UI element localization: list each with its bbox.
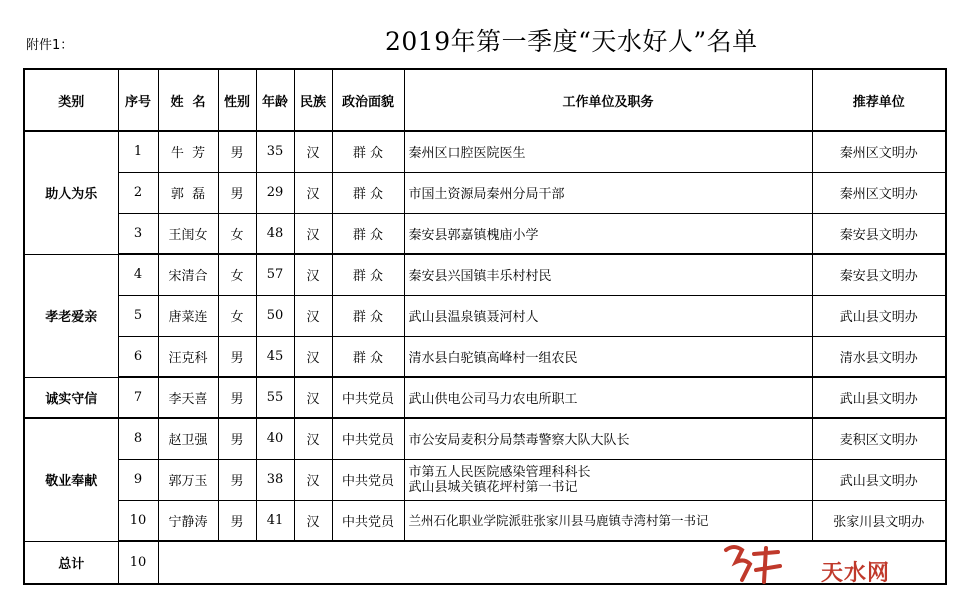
age-cell: 48 xyxy=(256,213,294,254)
politics-cell: 群 众 xyxy=(332,213,404,254)
category-cell: 诚实守信 xyxy=(24,377,118,418)
name-cell: 唐菜连 xyxy=(158,295,218,336)
politics-cell: 群 众 xyxy=(332,254,404,295)
ethnicity-cell: 汉 xyxy=(294,459,332,500)
name-cell: 赵卫强 xyxy=(158,418,218,459)
politics-cell: 群 众 xyxy=(332,131,404,172)
site-watermark xyxy=(720,540,890,588)
ethnicity-cell: 汉 xyxy=(294,377,332,418)
ethnicity-cell: 汉 xyxy=(294,254,332,295)
watermark-text: 天水网 xyxy=(820,561,890,586)
name-cell: 牛 芳 xyxy=(158,131,218,172)
politics-cell: 中共党员 xyxy=(332,500,404,541)
age-cell: 40 xyxy=(256,418,294,459)
work-cell: 秦州区口腔医院医生 xyxy=(404,131,812,172)
age-cell: 29 xyxy=(256,172,294,213)
header-gender: 性别 xyxy=(218,69,256,131)
gender-cell: 男 xyxy=(218,459,256,500)
table-row xyxy=(24,254,946,295)
gender-cell: 男 xyxy=(218,336,256,377)
recommender-cell: 武山县文明办 xyxy=(812,377,946,418)
number-cell: 2 xyxy=(118,172,158,213)
age-cell: 45 xyxy=(256,336,294,377)
name-cell: 汪克科 xyxy=(158,336,218,377)
gender-cell: 女 xyxy=(218,213,256,254)
header-age: 年龄 xyxy=(256,69,294,131)
age-cell: 38 xyxy=(256,459,294,500)
recommender-cell: 秦州区文明办 xyxy=(812,131,946,172)
number-cell: 10 xyxy=(118,500,158,541)
name-cell: 宁静涛 xyxy=(158,500,218,541)
work-cell: 兰州石化职业学院派驻张家川县马鹿镇寺湾村第一书记 xyxy=(404,500,812,541)
recommender-cell: 武山县文明办 xyxy=(812,459,946,500)
table-row xyxy=(24,295,946,336)
work-cell: 秦安县兴国镇丰乐村村民 xyxy=(404,254,812,295)
recommender-cell: 秦安县文明办 xyxy=(812,213,946,254)
recommender-cell: 秦州区文明办 xyxy=(812,172,946,213)
age-cell: 41 xyxy=(256,500,294,541)
age-cell: 50 xyxy=(256,295,294,336)
ethnicity-cell: 汉 xyxy=(294,172,332,213)
category-cell: 敬业奉献 xyxy=(24,418,118,541)
header-number: 序号 xyxy=(118,69,158,131)
ethnicity-cell: 汉 xyxy=(294,418,332,459)
politics-cell: 中共党员 xyxy=(332,459,404,500)
category-cell: 孝老爱亲 xyxy=(24,254,118,377)
name-cell: 郭万玉 xyxy=(158,459,218,500)
header-ethnicity: 民族 xyxy=(294,69,332,131)
ethnicity-cell: 汉 xyxy=(294,336,332,377)
politics-cell: 群 众 xyxy=(332,295,404,336)
header-politics: 政治面貌 xyxy=(332,69,404,131)
number-cell: 4 xyxy=(118,254,158,295)
ethnicity-cell: 汉 xyxy=(294,131,332,172)
gender-cell: 女 xyxy=(218,295,256,336)
brush-stroke-icon xyxy=(720,540,800,588)
name-cell: 李天喜 xyxy=(158,377,218,418)
recommender-cell: 秦安县文明办 xyxy=(812,254,946,295)
number-cell: 9 xyxy=(118,459,158,500)
work-line: 武山县城关镇花坪村第一书记 xyxy=(408,479,578,495)
header-row xyxy=(24,69,946,131)
work-cell: 武山县温泉镇聂河村人 xyxy=(404,295,812,336)
politics-cell: 群 众 xyxy=(332,336,404,377)
name-cell: 宋清合 xyxy=(158,254,218,295)
number-cell: 3 xyxy=(118,213,158,254)
work-cell xyxy=(404,459,812,500)
age-cell: 55 xyxy=(256,377,294,418)
attachment-label: 附件1： xyxy=(26,38,74,53)
table-row xyxy=(24,131,946,172)
ethnicity-cell: 汉 xyxy=(294,213,332,254)
work-cell: 武山供电公司马力农电所职工 xyxy=(404,377,812,418)
name-cell: 郭 磊 xyxy=(158,172,218,213)
gender-cell: 男 xyxy=(218,418,256,459)
number-cell: 7 xyxy=(118,377,158,418)
table-row xyxy=(24,500,946,541)
gender-cell: 男 xyxy=(218,172,256,213)
header-work: 工作单位及职务 xyxy=(404,69,812,131)
recommender-cell: 张家川县文明办 xyxy=(812,500,946,541)
ethnicity-cell: 汉 xyxy=(294,500,332,541)
total-count: 10 xyxy=(118,541,158,584)
work-line: 市第五人民医院感染管理科科长 xyxy=(408,464,591,480)
page-title: 2019年第一季度“天水好人”名单 xyxy=(385,27,758,56)
header-recommender: 推荐单位 xyxy=(812,69,946,131)
number-cell: 5 xyxy=(118,295,158,336)
gender-cell: 男 xyxy=(218,377,256,418)
age-cell: 57 xyxy=(256,254,294,295)
header-name: 姓 名 xyxy=(158,69,218,131)
table-row xyxy=(24,213,946,254)
age-cell: 35 xyxy=(256,131,294,172)
number-cell: 6 xyxy=(118,336,158,377)
table-row xyxy=(24,336,946,377)
work-cell: 秦安县郭嘉镇槐庙小学 xyxy=(404,213,812,254)
name-cell: 王闺女 xyxy=(158,213,218,254)
gender-cell: 男 xyxy=(218,500,256,541)
recommender-cell: 清水县文明办 xyxy=(812,336,946,377)
work-cell: 市国土资源局秦州分局干部 xyxy=(404,172,812,213)
number-cell: 1 xyxy=(118,131,158,172)
table-row xyxy=(24,418,946,459)
politics-cell: 中共党员 xyxy=(332,418,404,459)
table-row xyxy=(24,377,946,418)
table-row xyxy=(24,172,946,213)
ethnicity-cell: 汉 xyxy=(294,295,332,336)
recommender-cell: 武山县文明办 xyxy=(812,295,946,336)
politics-cell: 群 众 xyxy=(332,172,404,213)
gender-cell: 女 xyxy=(218,254,256,295)
recommender-cell: 麦积区文明办 xyxy=(812,418,946,459)
category-cell: 助人为乐 xyxy=(24,131,118,254)
table-row xyxy=(24,459,946,500)
total-label: 总计 xyxy=(24,541,118,584)
work-cell: 清水县白驼镇高峰村一组农民 xyxy=(404,336,812,377)
roster-table xyxy=(23,68,947,585)
header-category: 类别 xyxy=(24,69,118,131)
work-cell: 市公安局麦积分局禁毒警察大队大队长 xyxy=(404,418,812,459)
politics-cell: 中共党员 xyxy=(332,377,404,418)
number-cell: 8 xyxy=(118,418,158,459)
gender-cell: 男 xyxy=(218,131,256,172)
